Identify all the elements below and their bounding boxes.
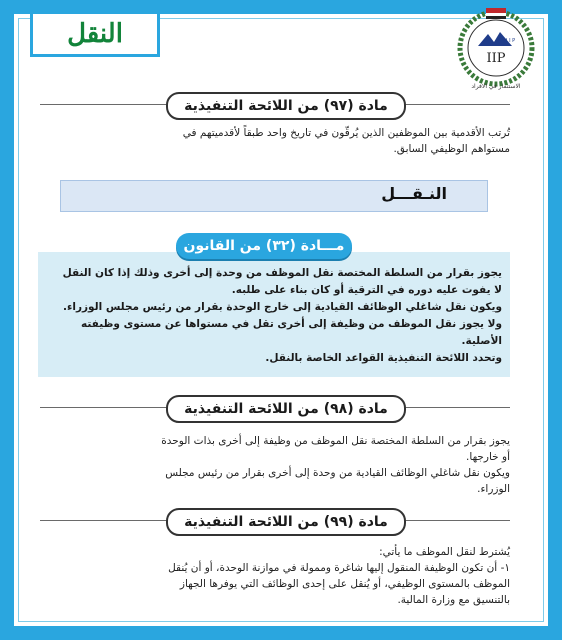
law32-line: وتحدد اللائحة التنفيذية القواعد الخاصة بالنقل. xyxy=(265,352,502,364)
art98-line: ويكون نقل شاغلي الوظائف القيادية من وحدة إلى أخرى بقرار من رئيس مجلس xyxy=(165,467,510,479)
law32-line: ولا يجوز نقل الموظف من وظيفة إلى أخرى تقل في مستواها عن مستوى وظيفته xyxy=(81,318,502,330)
art98-heading: مادة (٩٨) من اللائحة التنفيذية xyxy=(166,395,406,423)
art97-heading: مادة (٩٧) من اللائحة التنفيذية xyxy=(166,92,406,120)
art99-heading: مادة (٩٩) من اللائحة التنفيذية xyxy=(166,508,406,536)
logo-text: IIP xyxy=(486,51,506,66)
law32-heading: مـــادة (٣٢) من القانون xyxy=(176,233,352,259)
law32-line: يجوز بقرار من السلطة المختصة نقل الموظف من وحدة إلى أخرى وذلك إذا كان النقل xyxy=(62,267,502,279)
art99-line: ١- أن تكون الوظيفة المنقول إليها شاغرة وممولة في موازنة الوحدة، أو أن يُنقل xyxy=(168,562,510,574)
law32-line: ويكون نقل شاغلي الوظائف القيادية إلى خارج الوحدة بقرار من رئيس مجلس الوزراء. xyxy=(63,301,502,313)
law32-text xyxy=(48,265,502,367)
art97-line: تُرتب الأقدمية بين الموظفين الذين يُرقّون في تاريخ واحد طبقاً لأقدميتهم في xyxy=(182,127,510,139)
logo-bottom-text: الاستثمار في الافراد xyxy=(471,83,521,90)
section-banner xyxy=(60,180,488,212)
institute-logo xyxy=(448,4,544,90)
art99-line: بالتنسيق مع وزارة المالية. xyxy=(397,594,510,606)
law32-line: الأصلية. xyxy=(461,335,502,347)
art98-text xyxy=(48,433,510,497)
art99-line: الموظف بالمستوى الوظيفي، أو يُنقل على إحدى الوظائف التي يوفرها الجهاز xyxy=(179,578,510,590)
art99-line: يُشترط لنقل الموظف ما يأتي: xyxy=(379,546,510,558)
logo-top-text: I I P xyxy=(506,38,516,44)
page-title: النقل xyxy=(30,11,160,57)
art97-line: مستواهم الوظيفي السابق. xyxy=(393,143,510,155)
art98-line: أو خارجها. xyxy=(466,451,510,463)
section-banner-label: النـقـــل xyxy=(381,184,447,203)
art98-line: يجوز بقرار من السلطة المختصة نقل الموظف من وظيفة إلى أخرى بذات الوحدة xyxy=(161,435,510,447)
law32-line: لا يفوت عليه دوره في الترقية أو كان بناء على طلبه. xyxy=(231,284,502,296)
art98-line: الوزراء. xyxy=(477,483,510,495)
art99-text xyxy=(48,544,510,608)
art97-text xyxy=(48,125,510,157)
